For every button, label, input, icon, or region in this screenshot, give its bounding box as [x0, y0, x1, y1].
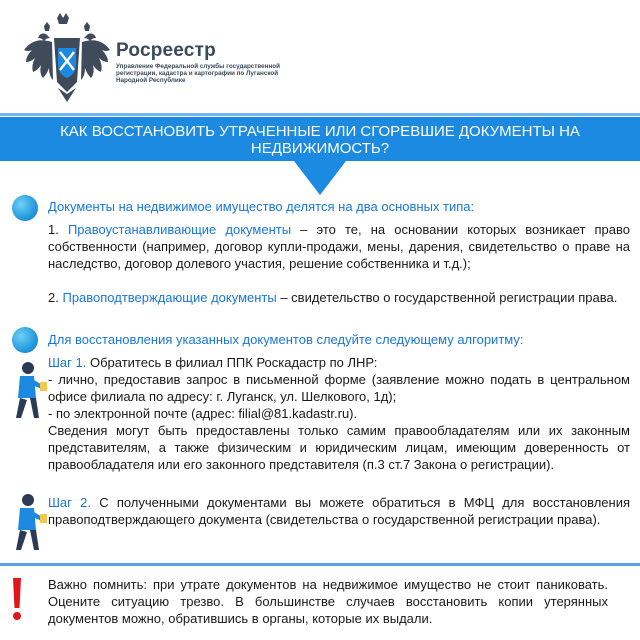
term-confirm-documents: Правоподтверждающие документы: [62, 290, 277, 305]
bullet-dot-icon: [12, 195, 38, 221]
term-title-documents: Правоустанавливающие документы: [67, 222, 292, 237]
down-arrow-icon: [294, 161, 346, 195]
step-1-email: - по электронной почте (адрес: filial@81.kadastr.ru).: [48, 406, 358, 421]
step-1-in-person: - лично, предоставив запрос в письменной форме (заявление можно подать в центральном офисе филиала по адресу: г. Луганск, ул. Шелкового, 1д);: [48, 372, 630, 404]
item-number-1: 1.: [48, 222, 59, 237]
footer-divider: [0, 563, 640, 566]
step-1-title: [48, 354, 630, 371]
page-header: [0, 0, 640, 110]
emblem-icon: [22, 12, 112, 104]
exclamation-icon: [10, 578, 24, 622]
item-number-2: 2.: [48, 290, 59, 305]
section-heading-algorithm: Для восстановления указанных документов следуйте следующему алгоритму:: [48, 332, 524, 347]
step-2-label: Шаг 2.: [48, 495, 91, 510]
step-1-heading: Обратитесь в филиал ППК Роскадастр по ЛНР:: [86, 355, 378, 370]
important-note: Важно помнить: при утрате документов на недвижимое имущество не стоит паниковать. Оцените ситуацию трезво. В большинстве случаев восстановить копии утерянных документов можно, обратившись в органы, которые их выдали.: [48, 577, 608, 626]
step-2-text: С полученными документами вы можете обратиться в МФЦ для восстановления правоподтверждающего документа (свидетельства о государственной регистрации права).: [48, 495, 630, 527]
term-title-description: – это те, на основании которых возникает право собственности (например, договор купли-продажи, мены, дарения, свидетельство о праве на наследство, договор долевого участия, решение собственника и т.д.);: [48, 222, 630, 271]
step-1-label: Шаг 1.: [48, 355, 87, 370]
brand-subtitle: Управление Федеральной службы государственной регистрации, кадастра и картографии по Луганской Народной Республике: [116, 63, 281, 85]
step-2: [48, 494, 630, 528]
brand-name: Росреестр: [116, 40, 216, 61]
step-1-note: Сведения могут быть предоставлены только самим правообладателям или их законным представителям, а также физическим и юридическим лицам, имеющим доверенность от правообладателя или его законного представителя (п.3 ст.7 Закона о регистрации).: [48, 423, 630, 472]
banner-divider: [0, 113, 640, 116]
section-heading-types: Документы на недвижимое имущество делятся на два основных типа:: [48, 199, 475, 214]
person-with-documents-icon: [8, 492, 48, 552]
term-confirm-description: – свидетельство о государственной регистрации права.: [276, 290, 618, 305]
doc-type-2: [48, 289, 630, 306]
doc-type-1: [48, 221, 630, 272]
page-title: КАК ВОССТАНОВИТЬ УТРАЧЕННЫЕ ИЛИ СГОРЕВШИЕ ДОКУМЕНТЫ НА НЕДВИЖИМОСТЬ?: [60, 123, 580, 157]
bullet-dot-icon: [12, 327, 38, 353]
person-with-documents-icon: [8, 360, 48, 420]
